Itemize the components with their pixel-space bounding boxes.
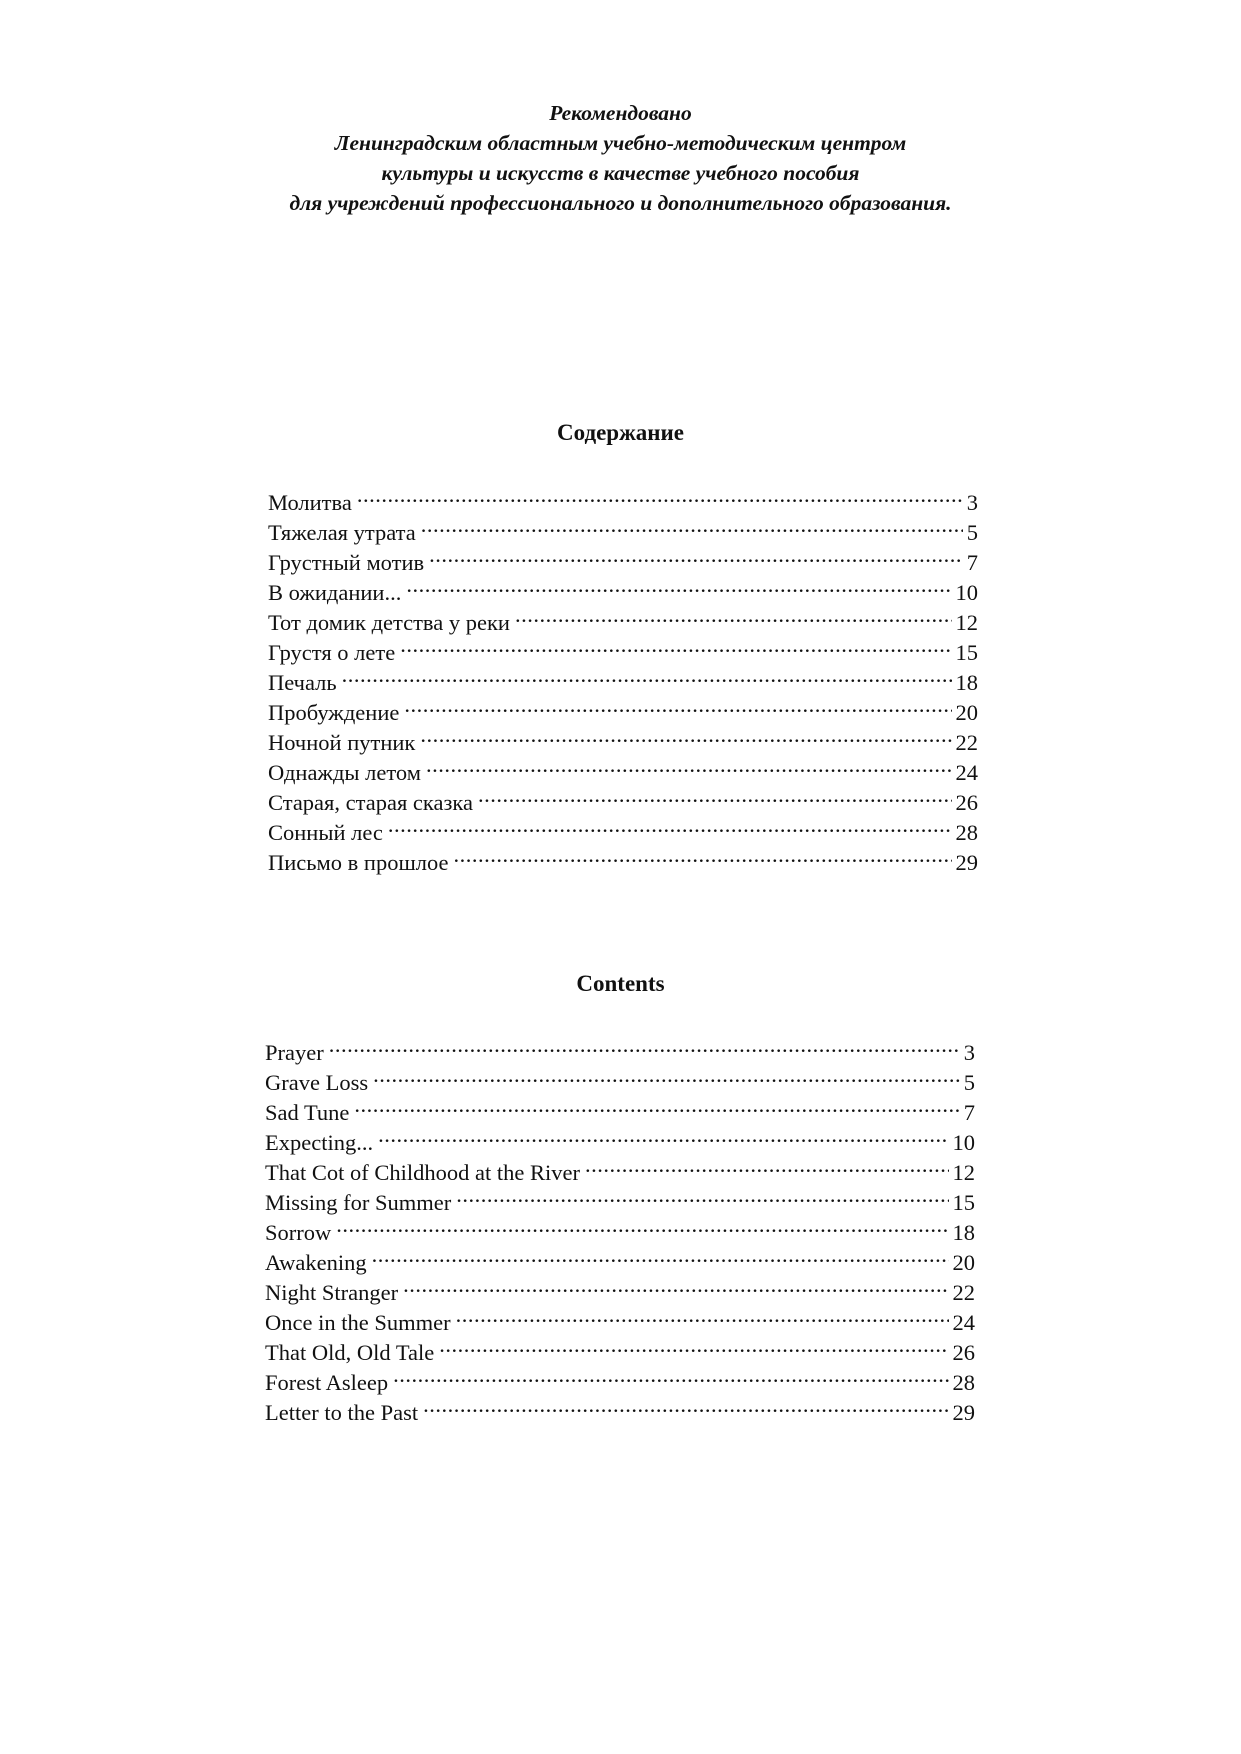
toc-entry-title: Печаль <box>268 670 337 695</box>
dot-leader <box>429 540 963 570</box>
toc-en-entry <box>265 1030 975 1065</box>
dot-leader <box>456 1180 948 1210</box>
dot-leader <box>456 1300 949 1330</box>
dot-leader <box>439 1330 948 1360</box>
recommendation-line: Рекомендовано <box>549 101 692 125</box>
toc-entry-title: В ожидании... <box>268 580 402 605</box>
toc-entry-title: Письмо в прошлое <box>268 850 449 875</box>
dot-leader <box>342 660 952 690</box>
toc-entry-title: Expecting... <box>265 1130 374 1155</box>
dot-leader <box>515 600 952 630</box>
toc-entry-page: 18 <box>955 670 978 695</box>
dot-leader <box>454 840 952 870</box>
dot-leader <box>357 480 963 510</box>
toc-entry-page: 12 <box>952 1160 975 1185</box>
toc-ru-entry <box>268 510 978 545</box>
toc-entry-title: Тяжелая утрата <box>268 520 416 545</box>
toc-entry-page: 24 <box>952 1310 975 1335</box>
toc-en-title: Contents <box>576 971 665 996</box>
dot-leader <box>373 1060 960 1090</box>
toc-entry-page: 5 <box>966 520 978 545</box>
toc-entry-title: Once in the Summer <box>265 1310 451 1335</box>
toc-en-entry <box>265 1240 975 1275</box>
toc-entry-title: Молитва <box>268 490 352 515</box>
dot-leader <box>585 1150 949 1180</box>
toc-entry-page: 15 <box>952 1190 975 1215</box>
dot-leader <box>354 1090 959 1120</box>
toc-entry-title: That Old, Old Tale <box>265 1340 435 1365</box>
toc-entry-title: Prayer <box>265 1040 324 1065</box>
dot-leader <box>336 1210 948 1240</box>
toc-entry-title: Night Stranger <box>265 1280 399 1305</box>
dot-leader <box>404 690 951 720</box>
toc-entry-page: 20 <box>955 700 978 725</box>
toc-entry-title: Letter to the Past <box>265 1400 419 1425</box>
toc-entry-title: That Cot of Childhood at the River <box>265 1160 580 1185</box>
dot-leader <box>329 1030 960 1060</box>
toc-entry-page: 12 <box>955 610 978 635</box>
toc-entry-page: 3 <box>966 490 978 515</box>
dot-leader <box>393 1360 948 1390</box>
toc-entry-title: Grave Loss <box>265 1070 369 1095</box>
toc-entry-title: Forest Asleep <box>265 1370 389 1395</box>
toc-en-list <box>265 1030 975 1425</box>
toc-en-entry <box>265 1090 975 1125</box>
toc-entry-page: 5 <box>963 1070 975 1095</box>
dot-leader <box>400 630 951 660</box>
toc-entry-title: Сонный лес <box>268 820 383 845</box>
toc-entry-title: Старая, старая сказка <box>268 790 473 815</box>
dot-leader <box>378 1120 948 1150</box>
toc-entry-page: 22 <box>952 1280 975 1305</box>
toc-entry-title: Однажды летом <box>268 760 421 785</box>
toc-entry-page: 15 <box>955 640 978 665</box>
dot-leader <box>423 1390 948 1420</box>
toc-entry-page: 18 <box>952 1220 975 1245</box>
recommendation-line: культуры и искусств в качестве учебного пособия <box>381 161 860 185</box>
toc-entry-page: 7 <box>966 550 978 575</box>
dot-leader <box>388 810 952 840</box>
dot-leader <box>406 570 951 600</box>
toc-en-entry <box>265 1270 975 1305</box>
toc-entry-page: 26 <box>955 790 978 815</box>
toc-entry-page: 10 <box>955 580 978 605</box>
dot-leader <box>403 1270 948 1300</box>
toc-entry-title: Sorrow <box>265 1220 332 1245</box>
recommendation-line: для учреждений профессионального и дополнительного образования. <box>289 191 952 215</box>
toc-entry-title: Awakening <box>265 1250 367 1275</box>
toc-entry-page: 22 <box>955 730 978 755</box>
toc-entry-page: 28 <box>952 1370 975 1395</box>
toc-entry-page: 10 <box>952 1130 975 1155</box>
dot-leader <box>421 510 963 540</box>
toc-ru-entry <box>268 480 978 515</box>
dot-leader <box>478 780 952 810</box>
toc-entry-page: 7 <box>963 1100 975 1125</box>
toc-entry-page: 28 <box>955 820 978 845</box>
toc-en-entry <box>265 1120 975 1155</box>
toc-en-entry <box>265 1060 975 1095</box>
toc-entry-title: Missing for Summer <box>265 1190 452 1215</box>
toc-en-entry <box>265 1210 975 1245</box>
toc-ru-entry <box>268 690 978 725</box>
toc-entry-title: Грустя о лете <box>268 640 396 665</box>
toc-entry-title: Грустный мотив <box>268 550 425 575</box>
toc-entry-page: 29 <box>955 850 978 875</box>
toc-ru-list <box>268 480 978 875</box>
toc-entry-title: Тот домик детства у реки <box>268 610 510 635</box>
dot-leader <box>420 720 951 750</box>
toc-entry-title: Ночной путник <box>268 730 416 755</box>
dot-leader <box>426 750 952 780</box>
toc-entry-page: 26 <box>952 1340 975 1365</box>
recommendation-line: Ленинградским областным учебно-методическим центром <box>334 131 907 155</box>
toc-entry-title: Sad Tune <box>265 1100 350 1125</box>
toc-ru-title: Содержание <box>557 420 684 445</box>
toc-entry-page: 29 <box>952 1400 975 1425</box>
dot-leader <box>372 1240 949 1270</box>
recommendation-block <box>0 98 1241 218</box>
toc-entry-title: Пробуждение <box>268 700 400 725</box>
toc-entry-page: 24 <box>955 760 978 785</box>
toc-entry-page: 3 <box>963 1040 975 1065</box>
toc-entry-page: 20 <box>952 1250 975 1275</box>
toc-ru-entry <box>268 660 978 695</box>
